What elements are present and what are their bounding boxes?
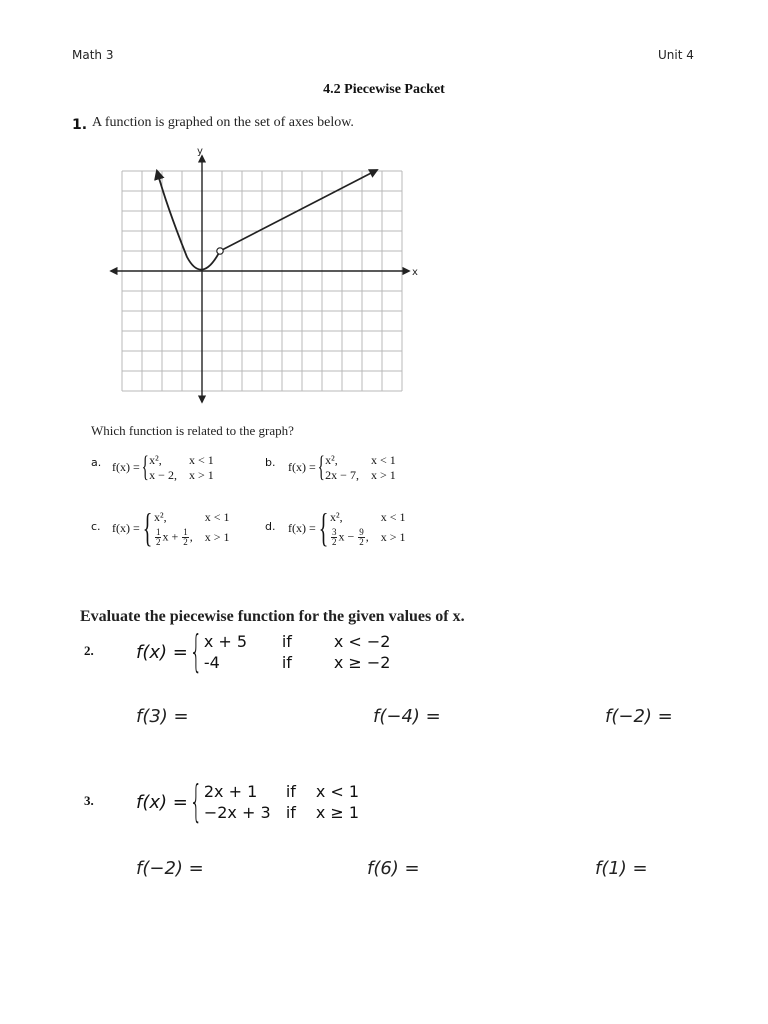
question-2-row1-expr: x + 5 <box>203 632 248 651</box>
choice-d-row2-expr: $\frac{3}{2}$ x − $\frac{9}{2}$ , <box>331 526 369 547</box>
header-left: Math 3 <box>72 48 114 62</box>
choice-c-row1-expr: x², <box>153 509 167 524</box>
brace-icon: { <box>141 450 149 483</box>
question-2-row1-cond: x < −2 <box>333 632 391 651</box>
choice-c[interactable] <box>112 505 230 550</box>
brace-icon: { <box>189 626 203 677</box>
brace-icon: { <box>318 505 329 550</box>
choice-a-row2-cond: x > 1 <box>188 467 214 482</box>
choice-c-row2-cond: x > 1 <box>204 530 230 544</box>
question-2-fx: f(x) = <box>136 641 188 663</box>
choice-c-row1-cond: x < 1 <box>204 509 230 524</box>
question-3-fx: f(x) = <box>136 791 188 813</box>
question-2-row2-expr: -4 <box>203 653 220 672</box>
choice-a-row1-expr: x², <box>149 452 162 467</box>
section-heading: Evaluate the piecewise function for the given values of x. <box>80 608 465 625</box>
header-right: Unit 4 <box>658 48 694 62</box>
choice-b-fx: f(x) = <box>288 459 316 474</box>
choice-a-row2-expr: x − 2, <box>149 467 177 482</box>
brace-icon: { <box>189 776 203 827</box>
choice-d-row1-expr: x², <box>329 509 343 524</box>
question-2-number: 2. <box>84 643 94 658</box>
question-3-eval-3: f(1) = <box>595 858 648 879</box>
choice-b-row1-cond: x < 1 <box>370 452 396 467</box>
parabola-branch <box>157 171 220 270</box>
choice-d-fx: f(x) = <box>288 520 316 535</box>
question-3-row1-cond: x < 1 <box>315 782 360 801</box>
choice-a-letter: a. <box>91 456 102 469</box>
choice-d-row2-cond: x > 1 <box>380 530 406 544</box>
page-title: 4.2 Piecewise Packet <box>323 82 445 97</box>
choice-b[interactable] <box>288 452 396 482</box>
choice-d-row1-cond: x < 1 <box>380 509 406 524</box>
question-3-eval-2: f(6) = <box>367 858 420 879</box>
choice-a[interactable] <box>112 452 214 482</box>
brace-icon: { <box>142 505 153 550</box>
question-2-row2-cond: x ≥ −2 <box>333 653 391 672</box>
choice-a-row1-cond: x < 1 <box>188 452 214 467</box>
choice-c-letter: c. <box>91 520 101 533</box>
choice-b-row2-expr: 2x − 7, <box>325 467 359 482</box>
choice-c-row2-expr: $\frac{1}{2}$ x + $\frac{1}{2}$ , <box>155 526 193 547</box>
choice-b-letter: b. <box>265 456 276 469</box>
y-axis-label: y <box>197 146 203 157</box>
x-axis-label: x <box>412 267 418 278</box>
question-3-number: 3. <box>84 793 94 808</box>
question-3-row2-expr: −2x + 3 <box>203 803 271 822</box>
choice-d[interactable] <box>288 505 406 550</box>
choice-a-fx: f(x) = <box>112 459 140 474</box>
choice-b-row2-cond: x > 1 <box>370 467 396 482</box>
question-2-function <box>136 626 391 677</box>
question-2-eval-1: f(3) = <box>136 706 189 727</box>
question-3-row1-if: if <box>285 782 296 801</box>
question-3-eval-1: f(−2) = <box>136 858 204 879</box>
question-2-eval-3: f(−2) = <box>605 706 673 727</box>
open-circle-point <box>217 248 223 254</box>
question-1-graph <box>105 142 425 410</box>
choice-c-fx: f(x) = <box>112 520 140 535</box>
question-2-row1-if: if <box>281 632 292 651</box>
question-3-row1-expr: 2x + 1 <box>203 782 258 801</box>
question-1-prompt: A function is graphed on the set of axes below. <box>92 115 354 130</box>
question-2-row2-if: if <box>281 653 292 672</box>
choice-b-row1-expr: x², <box>325 452 338 467</box>
choice-d-letter: d. <box>265 520 276 533</box>
question-2-eval-2: f(−4) = <box>373 706 441 727</box>
question-3-row2-if: if <box>285 803 296 822</box>
graph-grid <box>122 171 402 391</box>
question-1-number: 1. <box>72 117 88 133</box>
brace-icon: { <box>317 450 325 483</box>
question-3-row2-cond: x ≥ 1 <box>315 803 360 822</box>
question-3-function <box>136 776 360 827</box>
question-1-question: Which function is related to the graph? <box>91 423 294 438</box>
